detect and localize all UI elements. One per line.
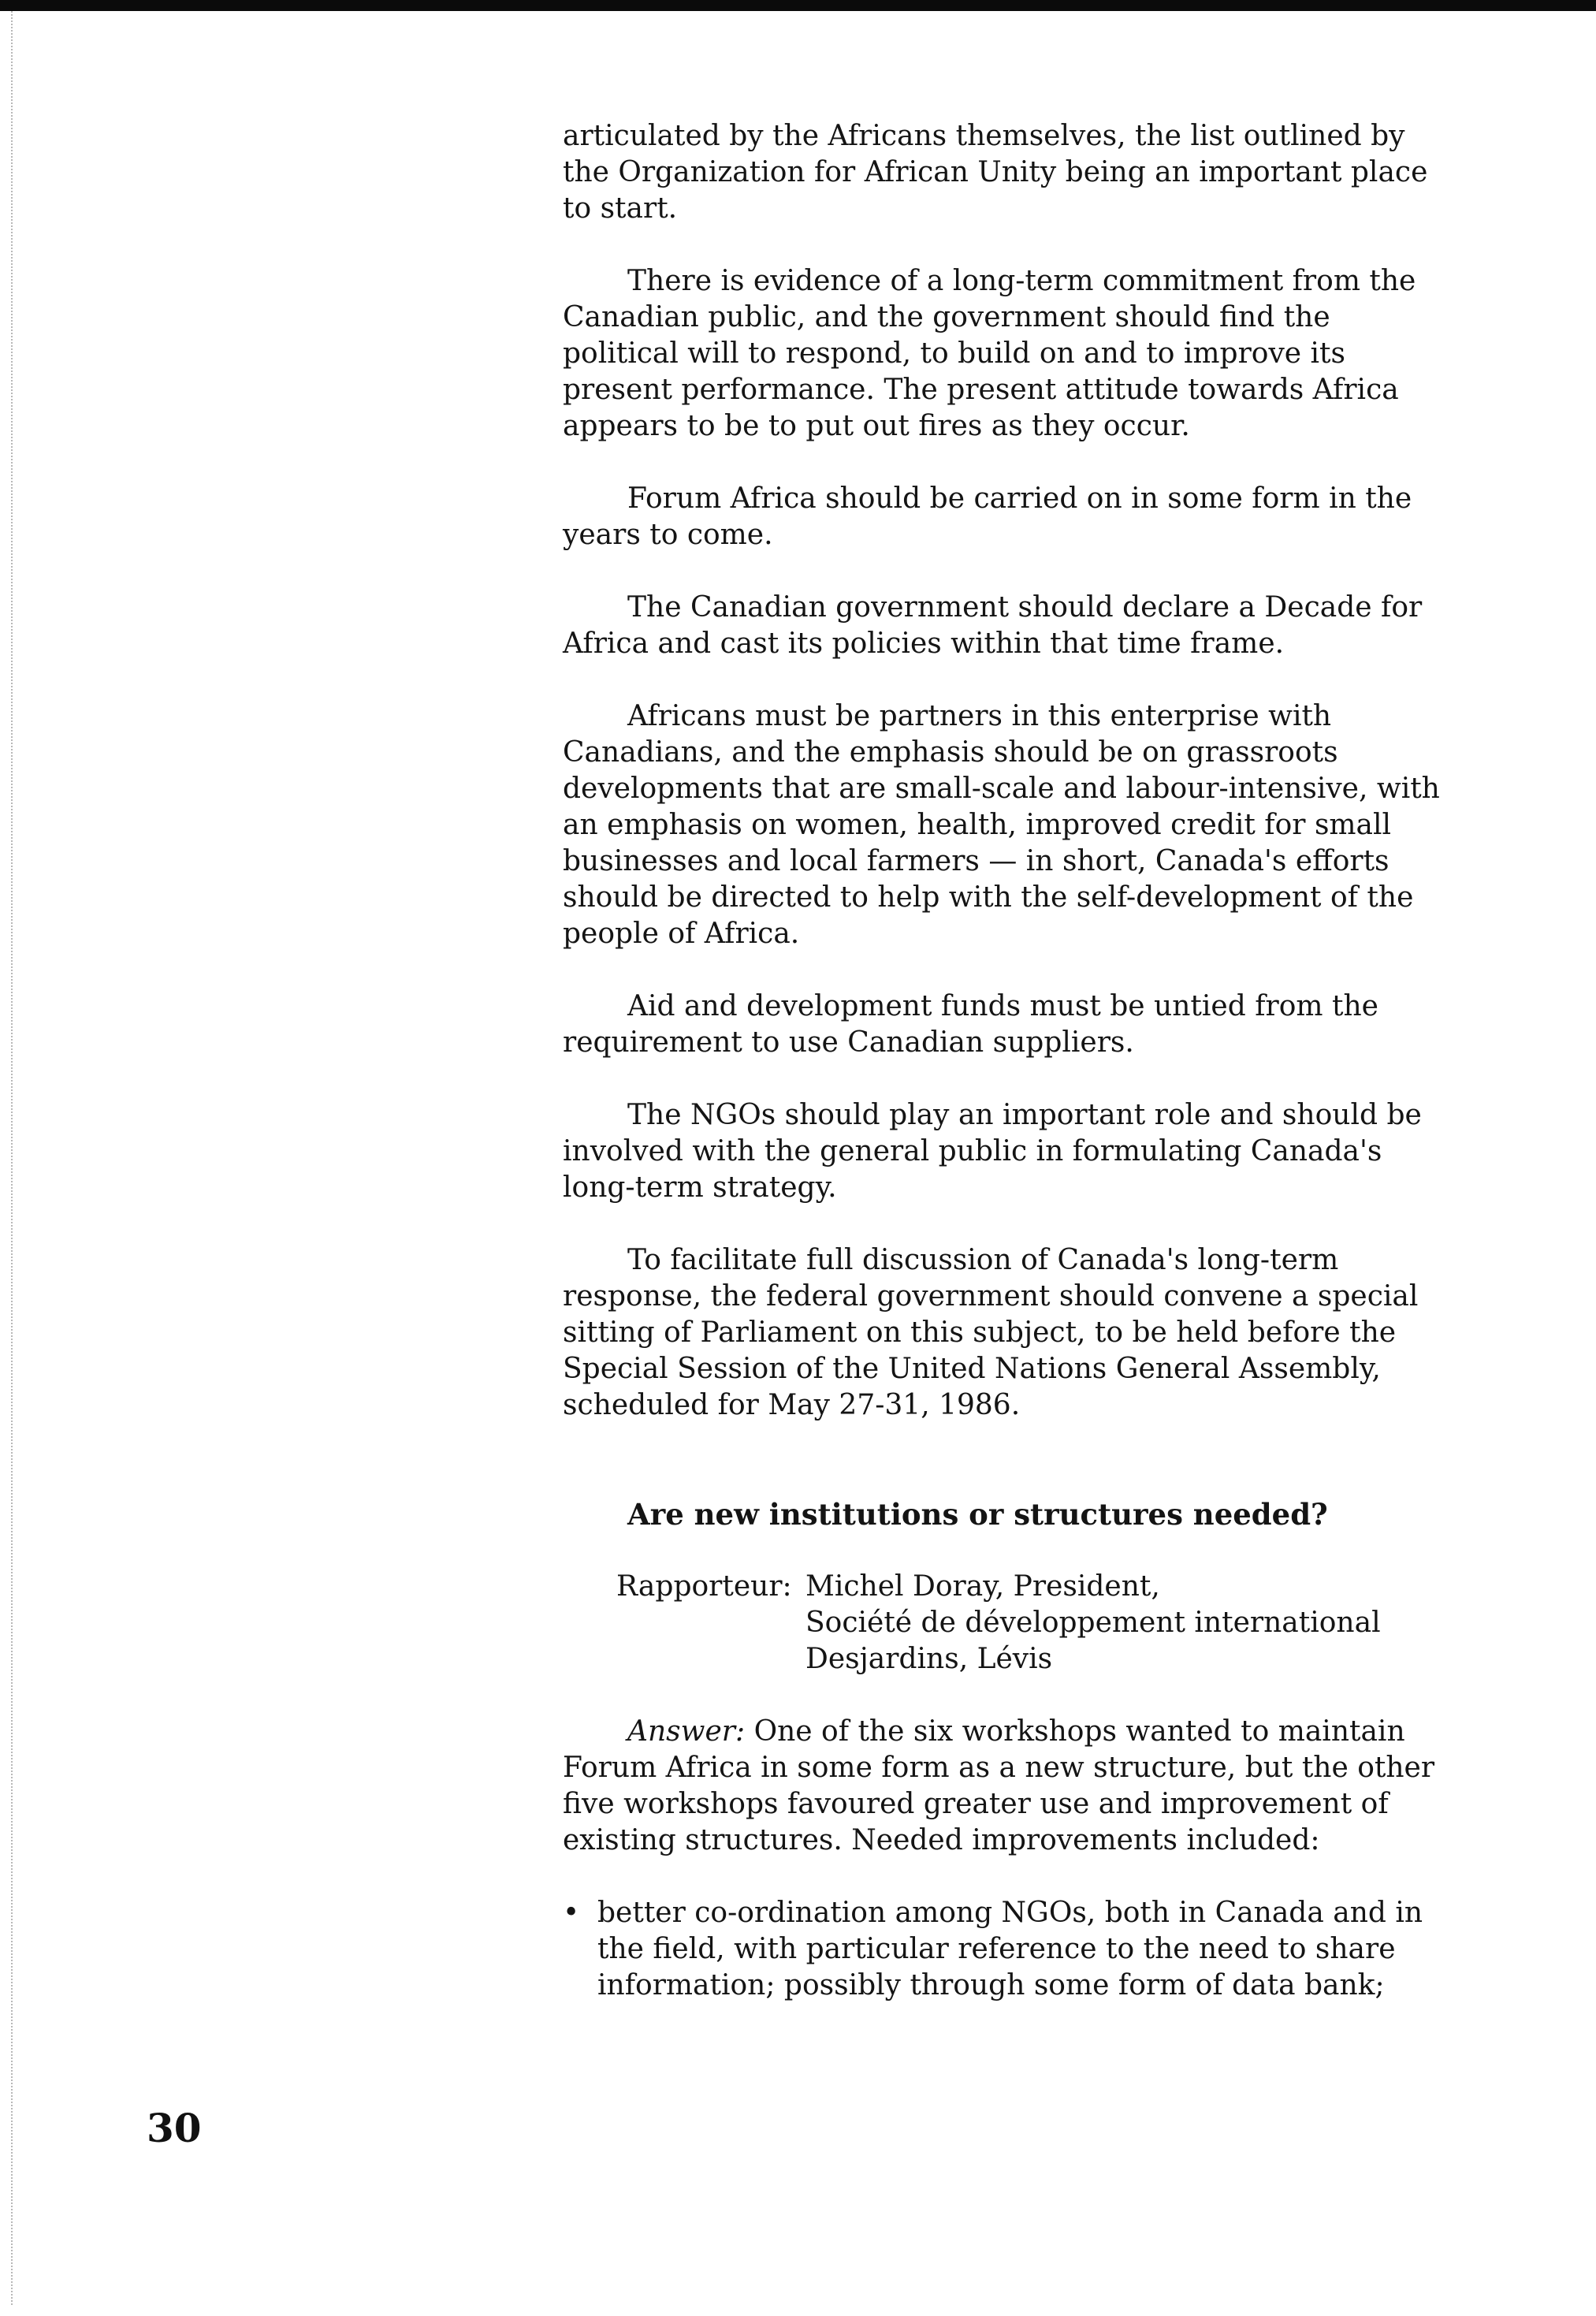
answer-label: Answer: bbox=[627, 1715, 746, 1748]
scan-top-edge bbox=[0, 0, 1596, 11]
paragraph-3: Forum Africa should be carried on in some form in the years to come. bbox=[563, 482, 1412, 551]
rapporteur-location: Desjardins, Lévis bbox=[805, 1643, 1053, 1675]
improvements-list bbox=[563, 1895, 1445, 2004]
paragraph-4: The Canadian government should declare a Decade for Africa and cast its policies within that time frame. bbox=[563, 591, 1423, 660]
rapporteur-name: Michel Doray, President, bbox=[805, 1570, 1160, 1603]
bullet-icon: • bbox=[563, 1897, 580, 1929]
section-heading: Are new institutions or structures needed? bbox=[627, 1497, 1328, 1532]
list-item-text: better co-ordination among NGOs, both in Canada and in the field, with particular reference to the need to share information; possibly through some form of data bank; bbox=[597, 1897, 1423, 2001]
paragraph-6: Aid and development funds must be untied from the requirement to use Canadian suppliers. bbox=[563, 990, 1378, 1059]
page-number: 30 bbox=[147, 2105, 202, 2151]
rapporteur-label: Rapporteur: bbox=[616, 1570, 792, 1603]
paragraph-1: articulated by the Africans themselves, the list outlined by the Organization for African Unity being an important place to start. bbox=[563, 120, 1428, 225]
rapporteur-block bbox=[563, 1569, 1445, 1677]
page-body bbox=[563, 118, 1445, 2004]
paragraph-2: There is evidence of a long-term commitment from the Canadian public, and the government should find the political will to respond, to build on and to improve its present performance. The present attitude towards Africa appears to be to put out fires as they occur. bbox=[563, 265, 1416, 442]
rapporteur-details bbox=[805, 1569, 1445, 1677]
answer-text: One of the six workshops wanted to maintain Forum Africa in some form as a new structure, but the other five workshops favoured greater use and improvement of existing structures. Needed improvements included: bbox=[563, 1715, 1435, 1856]
rapporteur-organization: Société de développement international bbox=[805, 1607, 1381, 1639]
section-header bbox=[563, 1496, 1445, 1677]
answer-paragraph bbox=[563, 1714, 1445, 1859]
list-item bbox=[563, 1895, 1445, 2004]
scan-left-edge bbox=[11, 11, 13, 2305]
paragraph-5: Africans must be partners in this enterprise with Canadians, and the emphasis should be on grassroots developments that are small-scale and labour-intensive, with an emphasis on women, health, improved credit for small businesses and local farmers — in short, Canada's efforts should be directed to help with the self-development of the people of Africa. bbox=[563, 700, 1440, 950]
paragraph-7: The NGOs should play an important role and should be involved with the general public in formulating Canada's long-term strategy. bbox=[563, 1099, 1422, 1204]
paragraph-8: To facilitate full discussion of Canada's long-term response, the federal government should convene a special sitting of Parliament on this subject, to be held before the Special Session of the United Nations General Assembly, scheduled for May 27-31, 1986. bbox=[563, 1244, 1419, 1421]
